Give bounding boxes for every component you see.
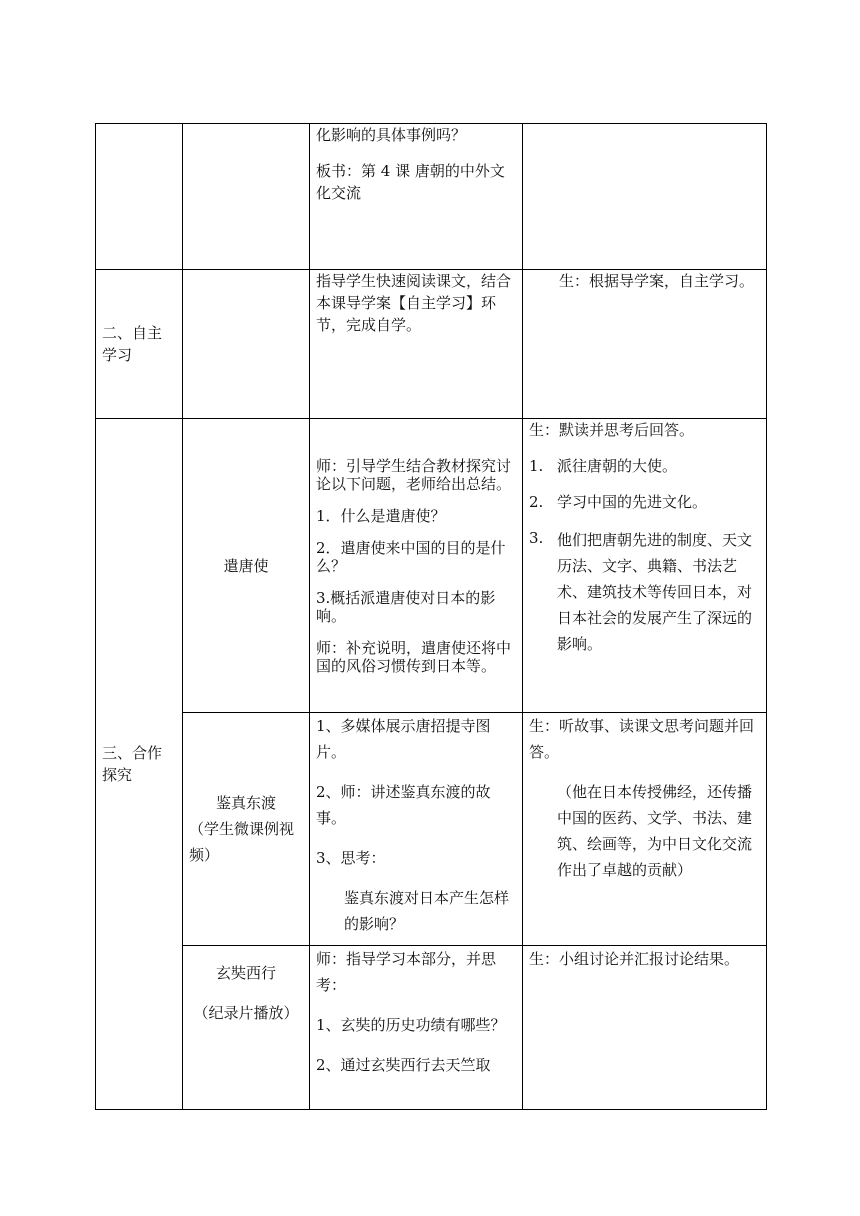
question-item: 1、玄奘的历史功绩有哪些？ (316, 1016, 506, 1034)
teacher-activity-cell (310, 713, 523, 946)
list-number: 1. (529, 457, 544, 475)
answer-list (529, 455, 760, 657)
student-text: 生：听故事、读课文思考问题并回答。 (529, 717, 755, 761)
stage-cell (96, 270, 183, 419)
blackboard-title: 板书：第 4 课 唐朝的中外文化交流 (316, 162, 505, 202)
topic-cell (183, 419, 310, 713)
list-text: 学习中国的先进文化。 (557, 493, 708, 511)
teacher-text: 师：指导学习本部分，并思考： (316, 950, 497, 994)
student-activity-cell (523, 946, 767, 1110)
topic-cell (183, 713, 310, 946)
list-item (529, 527, 760, 657)
stage-label: 三、合作探究 (102, 744, 163, 784)
topic-note: （学生微课例视频） (189, 820, 295, 864)
teacher-activity-cell (310, 124, 523, 270)
question-item: 鉴真东渡对日本产生怎样的影响？ (344, 889, 510, 933)
student-text: 生：小组讨论并汇报讨论结果。 (529, 950, 740, 968)
student-text: 生：默读并思考后回答。 (529, 421, 695, 439)
topic-cell-empty (183, 270, 310, 419)
list-item (529, 455, 760, 477)
stage-cell-empty (96, 124, 183, 270)
teacher-activity-cell (310, 419, 523, 713)
student-activity-cell (523, 713, 767, 946)
list-item (529, 491, 760, 513)
topic-cell-empty (183, 124, 310, 270)
topic-label: 玄奘西行 (215, 964, 276, 982)
question-item: 3.概括派遣唐使对日本的影响。 (316, 588, 496, 625)
student-activity-cell-empty (523, 124, 767, 270)
student-activity-cell (523, 270, 767, 419)
lesson-plan-table (95, 123, 767, 1110)
question-item: 1．什么是遣唐使？ (316, 506, 446, 525)
topic-note: （纪录片播放） (193, 1004, 299, 1022)
teacher-text: 指导学生快速阅读课文，结合本课导学案【自主学习】环节，完成自学。 (316, 272, 512, 334)
student-activity-cell (523, 419, 767, 713)
teacher-activity-cell (310, 270, 523, 419)
topic-label: 遣唐使 (223, 556, 269, 575)
teacher-text: 3、思考： (316, 849, 386, 867)
student-answer: （他在日本传授佛经，还传播中国的医药、文学、书法、建筑、绘画等，为中日文化交流作出了卓越的贡献） (557, 783, 753, 879)
teacher-text: 1、多媒体展示唐招提寺图片。 (316, 717, 491, 761)
list-number: 2. (529, 493, 544, 511)
list-text: 派往唐朝的大使。 (557, 457, 678, 475)
table-row-envoys (96, 419, 767, 713)
table-row-xuanzang (96, 946, 767, 1110)
table-row-jianzhen (96, 713, 767, 946)
stage-cell (96, 419, 183, 1110)
teacher-note: 师：补充说明，遣唐使还将中国的风俗习惯传到日本等。 (316, 638, 512, 675)
topic-label: 鉴真东渡 (215, 794, 276, 812)
teacher-text: 化影响的具体事例吗？ (316, 126, 467, 144)
stage-label: 二、自主学习 (102, 324, 163, 364)
table-row-self-study (96, 270, 767, 419)
teacher-activity-cell (310, 946, 523, 1110)
table-row-intro (96, 124, 767, 270)
question-item: 2．遣唐使来中国的目的是什么？ (316, 538, 506, 575)
topic-cell (183, 946, 310, 1110)
list-text: 他们把唐朝先进的制度、天文历法、文字、典籍、书法艺术、建筑技术等传回日本，对日本社会的发展产生了深远的影响。 (557, 531, 753, 653)
question-item: 2、通过玄奘西行去天竺取 (316, 1056, 491, 1074)
student-text: 生：根据导学案，自主学习。 (559, 272, 755, 290)
list-number: 3. (529, 529, 544, 547)
teacher-text: 师：引导学生结合教材探究讨论以下问题，老师给出总结。 (316, 456, 512, 493)
teacher-text: 2、师：讲述鉴真东渡的故事。 (316, 783, 491, 827)
